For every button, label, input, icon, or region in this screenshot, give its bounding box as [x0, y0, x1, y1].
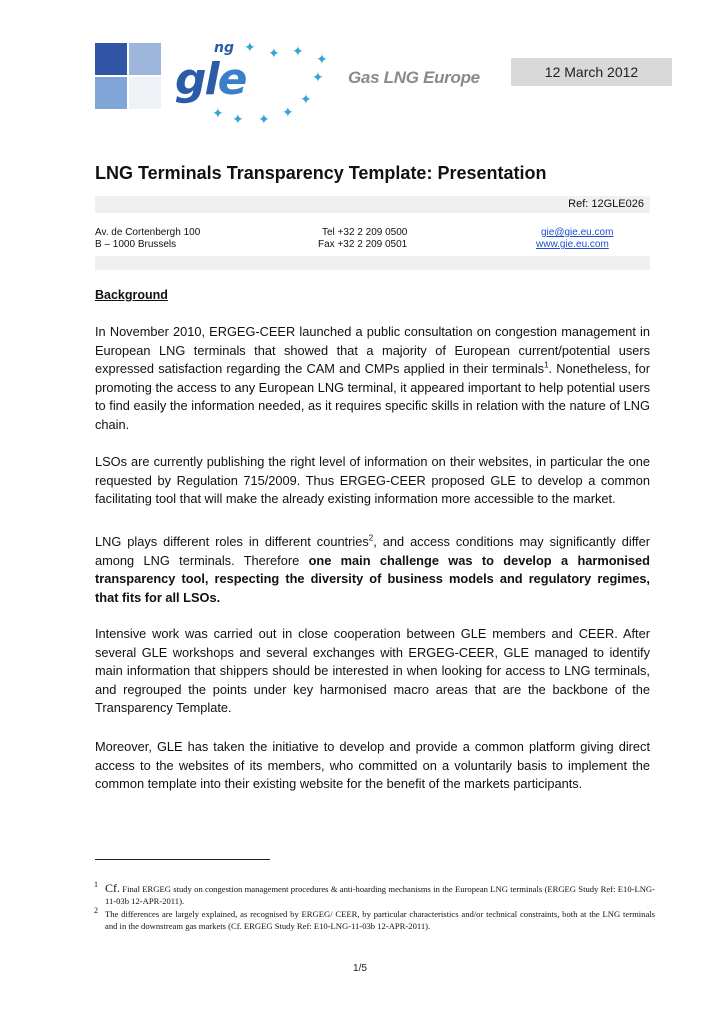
footnote-1: 1 Cf. Final ERGEG study on congestion management procedures & anti-hoarding mechanisms in the European LNG terminals (ERGEG Study Ref: E10-LNG-11-03b 12-APR-2011).: [94, 880, 655, 906]
address-street: Av. de Cortenbergh 100: [95, 227, 201, 238]
footnote-ref-2[interactable]: 2: [368, 533, 374, 543]
star-icon: ✦: [244, 39, 256, 55]
website-link[interactable]: www.gie.eu.com: [536, 239, 609, 250]
brand-name: Gas LNG Europe: [348, 68, 480, 87]
divider-bar: [95, 256, 650, 270]
star-icon: ✦: [212, 105, 224, 121]
document-date: 12 March 2012: [511, 58, 672, 86]
document-title: LNG Terminals Transparency Template: Presentation: [95, 163, 547, 183]
logo-square-light: [129, 43, 161, 75]
key-challenge: one main challenge was to develop a harmonised transparency tool, respecting the diversity of business models and regulatory regimes, that fits for all LSOs.: [95, 552, 650, 605]
section-heading: Background: [95, 288, 168, 302]
star-icon: ✦: [292, 43, 304, 59]
email-link-wrap: [541, 227, 613, 239]
telephone: Tel +32 2 209 0500: [322, 227, 408, 238]
logo-mark: gle: [175, 54, 246, 105]
page-number: 1/5: [353, 963, 367, 974]
logo-square-mid: [95, 77, 127, 109]
star-icon: ✦: [282, 104, 294, 120]
star-icon: ✦: [300, 91, 312, 107]
footnote-separator: [95, 859, 270, 860]
star-icon: ✦: [312, 69, 324, 85]
paragraph-3: LNG plays different roles in different countries$^2$, and access conditions may significantly differ among LNG terminals. Therefore one main challenge was to develop a harmonised transparency tool, respecting the diversity of business models and regulatory regimes, that fits for all LSOs.: [95, 533, 650, 605]
paragraph-5: Moreover, GLE has taken the initiative to develop and provide a common platform giving direct access to the websites of its members, who committed on a voluntarily basis to implement the common template into their existing website for the benefit of the markets participants.: [95, 739, 650, 792]
reference-number: Ref: 12GLE026: [568, 198, 644, 210]
reference-bar: [95, 196, 650, 213]
star-icon: ✦: [258, 111, 270, 127]
footnote-ref-1[interactable]: 1: [544, 360, 549, 370]
email-link[interactable]: gie@gie.eu.com: [541, 227, 614, 238]
footnote-number: 1: [94, 880, 98, 889]
footnote-2: 2 The differences are largely explained, as recognised by ERGEG/ CEER, by particular characteristics and/or technical constraints, both at the LNG terminals and in the downstream gas markets (Cf. ERGEG Study Ref: E10-LNG-11-03b 12-APR-2011).: [94, 906, 655, 931]
star-icon: ✦: [316, 51, 328, 67]
paragraph-1: In November 2010, ERGEG-CEER launched a public consultation on congestion management in European LNG terminals that showed that a majority of European current/potential users expressed satisfaction regarding the CAM and CMPs applied in their terminals$^1$. Nonetheless, for promoting the access to any European LNG terminal, it appeared important to help potential users to find easily the information needed, as it requires specific skills in relation with the nature of LNG chain.: [95, 324, 650, 432]
logo-square-dark: [95, 43, 127, 75]
footnote-number: 2: [94, 906, 98, 915]
star-icon: ✦: [232, 111, 244, 127]
paragraph-2: LSOs are currently publishing the right level of information on their websites, in particular the one requested by Regulation 715/2009. Thus ERGEG-CEER proposed GLE to develop a common facilitating tool that will make the already existing information more accessible to the market.: [95, 454, 650, 507]
logo-square-pale: [129, 77, 161, 109]
logo-superscript: ng: [214, 40, 234, 56]
paragraph-4: Intensive work was carried out in close cooperation between GLE members and CEER. After several GLE workshops and several exchanges with ERGEG-CEER, GLE managed to identify main information that shippers should be interested in when looking for access to LNG terminals, and regrouped the points under key harmonised macro areas that are the backbone of the Transparency Template.: [95, 626, 650, 716]
fax: Fax +32 2 209 0501: [318, 239, 408, 250]
star-icon: ✦: [268, 45, 280, 61]
website-link-wrap: [536, 239, 609, 251]
address-city: B – 1000 Brussels: [95, 239, 177, 250]
